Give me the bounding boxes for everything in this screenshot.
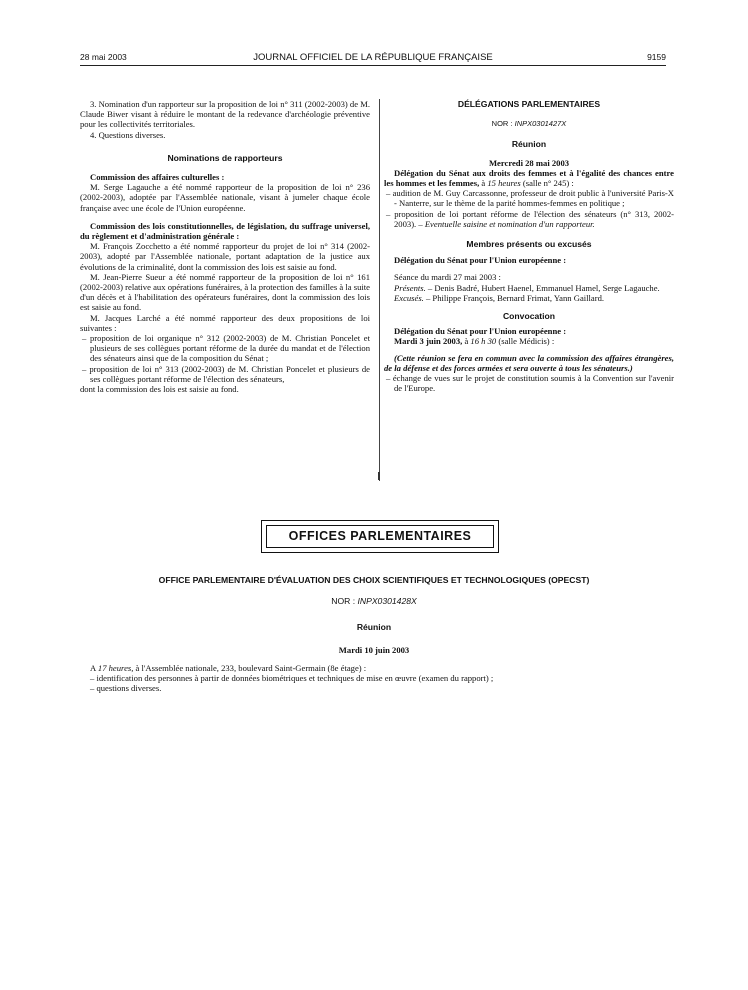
lois-nomination-3: M. Jacques Larché a été nommé rapporteur des deux propositions de loi suivantes : — [80, 312, 370, 333]
proposal-bullet-2: – proposition de loi n° 313 (2002-2003) de M. Christian Poncelet et plusieurs de ses collègues portant réforme de l'élection des sénateurs, — [82, 363, 370, 384]
femmes-bullet-2-text: – proposition de loi portant réforme de l'élection des sénateurs (n° 313, 2002-2003). – — [386, 208, 674, 229]
femmes-bullet-1: – audition de M. Guy Carcassonne, professeur de droit public à l'université Paris-X - Nanterre, sur le thème de la parité hommes-femmes en politique ; — [386, 188, 674, 209]
opecst-reunion-heading: Réunion — [356, 622, 392, 632]
delegations-heading: DÉLÉGATIONS PARLEMENTAIRES — [457, 99, 601, 109]
proposal-bullet-1: – proposition de loi organique n° 312 (2002-2003) de M. Christian Poncelet et plusieurs de ses collègues portant réforme de la durée du mandat et de l'élection des sénateurs ainsi que de la composition du Sénat ; — [82, 333, 370, 364]
reunion-heading: Réunion — [511, 139, 547, 150]
opecst-nor — [80, 596, 668, 606]
opecst-location — [90, 663, 668, 673]
right-column — [384, 99, 674, 393]
opecst-date: Mardi 10 juin 2003 — [338, 645, 410, 655]
excuses-names: – Philippe François, Bernard Frimat, Yann Gaillard. — [425, 292, 605, 303]
header-date: 28 mai 2003 — [80, 52, 127, 62]
agenda-item-3: 3. Nomination d'un rapporteur sur la proposition de loi n° 311 (2002-2003) de M. Claude Biwer visant à réduire le montant de la redevance d'archéologie préventive pour les collectivités territoriales. — [80, 99, 370, 130]
presents-line — [384, 283, 674, 293]
agenda-item-4: 4. Questions diverses. — [90, 129, 166, 140]
reunion-date: Mercredi 28 mai 2003 — [488, 157, 570, 168]
nominations-heading: Nominations de rapporteurs — [167, 152, 283, 163]
column-divider — [379, 99, 380, 481]
lois-nomination-2: M. Jean-Pierre Sueur a été nommé rapporteur de la proposition de loi n° 161 (2002-2003) relative aux opérations funéraires, à la protection des familles à la suite d'un décès et à l'habilitation des opérateurs funéraires, dont la commission des lois est saisie au fond. — [80, 271, 370, 313]
femmes-delegation — [384, 168, 674, 188]
convocation-date: Mardi 3 juin 2003, — [394, 336, 463, 347]
opecst-nor-label: NOR : — [331, 596, 356, 606]
presents-names: – Denis Badré, Hubert Haenel, Emmanuel Hamel, Serge Lagauche. — [427, 282, 660, 293]
convocation-heading: Convocation — [502, 311, 556, 322]
convocation-hour: 16 h 30 — [470, 336, 497, 347]
opecst-agenda — [90, 663, 668, 694]
opecst-title: OFFICE PARLEMENTAIRE D'ÉVALUATION DES CHOIX SCIENTIFIQUES ET TECHNOLOGIQUES (OPECST) — [158, 575, 590, 585]
excuses-line — [384, 293, 674, 303]
journal-title: JOURNAL OFFICIEL DE LA RÉPUBLIQUE FRANÇAISE — [253, 52, 493, 63]
ue-delegation-title: Délégation du Sénat pour l'Union européenne : — [394, 255, 567, 266]
seance-line: Séance du mardi 27 mai 2003 : — [394, 272, 501, 283]
nor-label: NOR : — [491, 119, 513, 129]
femmes-room: (salle n° 245) : — [522, 178, 574, 189]
nor-reference — [384, 119, 674, 129]
convocation-time — [384, 336, 674, 346]
offices-banner-label: OFFICES PARLEMENTAIRES — [266, 525, 494, 548]
opecst-hour: 17 heures, — [97, 663, 134, 673]
commun-note: (Cette réunion se fera en commun avec la commission des affaires étrangères, de la défense et des forces armées et sera ouverte à tous les sénateurs.) — [384, 352, 674, 373]
femmes-title: Délégation du Sénat aux droits des femmes et à l'égalité des chances entre les hommes et les femmes, — [384, 167, 674, 189]
femmes-time: 15 heures — [487, 178, 521, 189]
echange-bullet: – échange de vues sur le projet de constitution soumis à la Convention sur l'avenir de l'Europe. — [386, 373, 674, 394]
opecst-item-2: – questions diverses. — [90, 683, 162, 694]
femmes-bullet-2-note: Eventuelle saisine et nomination d'un rapporteur. — [424, 218, 595, 229]
column-divider-mark — [378, 472, 380, 480]
membres-heading: Membres présents ou excusés — [466, 239, 592, 250]
opecst-nor-value: INPX0301428X — [357, 596, 417, 606]
left-column — [80, 99, 370, 394]
excuses-label: Excusés. — [394, 292, 424, 303]
offices-banner — [261, 520, 499, 553]
ue-delegation-title-2: Délégation du Sénat pour l'Union européenne : — [394, 326, 567, 337]
header-rule — [80, 65, 666, 66]
nor-value: INPX0301427X — [514, 119, 567, 129]
page-number: 9159 — [647, 52, 666, 62]
femmes-bullet-2 — [384, 209, 674, 229]
page-header — [80, 52, 666, 66]
lois-nomination-1: M. François Zocchetto a été nommé rapporteur du projet de loi n° 314 (2002-2003), adopté par l'Assemblée nationale, portant adaptation de la justice aux évolutions de la criminalité, dont la commission des lois est saisie au fond. — [80, 241, 370, 272]
presents-label: Présents. — [394, 282, 426, 293]
femmes-at: à — [481, 178, 486, 189]
closing-line: dont la commission des lois est saisie au fond. — [80, 384, 239, 395]
opecst-at: A — [90, 663, 96, 673]
convocation-room: (salle Médicis) : — [498, 336, 555, 347]
culture-nomination: M. Serge Lagauche a été nommé rapporteur de la proposition de loi n° 236 (2002-2003), adoptée par l'Assemblée nationale, visant à jumeler chaque école française avec une école de l'Union européenne. — [80, 182, 370, 213]
culture-commission-title: Commission des affaires culturelles : — [90, 172, 225, 183]
opecst-item-1: – identification des personnes à partir de données biométriques et techniques de mise en œuvre (examen du rapport) ; — [90, 673, 494, 684]
convocation-at: à — [464, 336, 469, 347]
lois-commission-title: Commission des lois constitutionnelles, de législation, du suffrage universel, du règlement et d'administration générale : — [80, 220, 370, 242]
opecst-address: à l'Assemblée nationale, 233, boulevard Saint-Germain (8e étage) : — [135, 663, 367, 673]
